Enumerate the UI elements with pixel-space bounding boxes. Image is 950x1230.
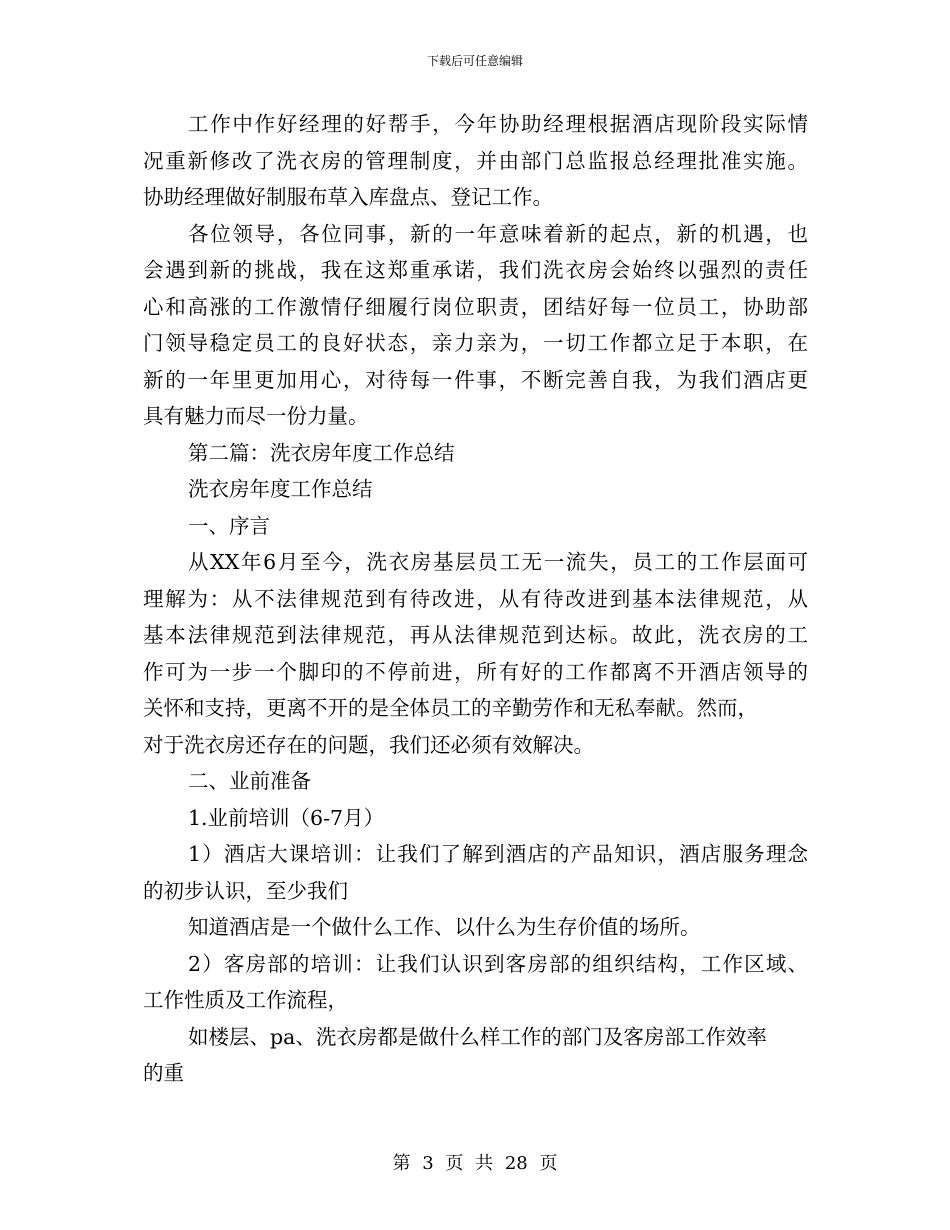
- text-line: 会遇到新的挑战，我在这郑重承诺，我们洗衣房会始终以强烈的责任: [143, 258, 808, 282]
- text-line: 工作中作好经理的好帮手，今年协助经理根据酒店现阶段实际情: [188, 112, 808, 136]
- document-body: [143, 106, 808, 1092]
- text-line: 关怀和支持，更离不开的是全体员工的辛勤劳作和无私奉献。然而，: [143, 696, 758, 720]
- text-line: 的初步认识，至少我们: [143, 878, 348, 903]
- subsection-heading: 1.业前培训（6-7月）: [188, 805, 385, 830]
- text-line: 理解为：从不法律规范到有待改进，从有待改进到基本法律规范，从: [143, 586, 808, 611]
- page-number-footer: 第 3 页 共 28 页: [392, 1153, 558, 1174]
- text-line: 具有魅力而尽一份力量。: [143, 404, 369, 428]
- text-line: 2）客房部的培训：让我们认识到客房部的组织结构，工作区域、: [188, 951, 808, 976]
- text-line: 如楼层、pa、洗衣房都是做什么样工作的部门及客房部工作效率: [188, 1024, 767, 1049]
- text-line: 从XX年6月至今，洗衣房基层员工无一流失，员工的工作层面可: [188, 550, 808, 574]
- page-header-note: 下载后可任意编辑: [426, 54, 523, 68]
- text-line: 况重新修改了洗衣房的管理制度，并由部门总监报总经理批准实施。: [143, 148, 808, 173]
- text-line: 基本法律规范到法律规范，再从法律规范到达标。故此，洗衣房的工: [143, 623, 808, 647]
- text-line: 知道酒店是一个做什么工作、以什么为生存价值的场所。: [188, 915, 701, 939]
- section-heading: 一、序言: [188, 513, 270, 538]
- text-line: 新的一年里更加用心，对待每一件事，不断完善自我，为我们酒店更: [143, 367, 808, 392]
- section-heading: 二、业前准备: [188, 769, 311, 793]
- section-heading: 第二篇：洗衣房年度工作总结: [188, 440, 455, 465]
- text-line: 协助经理做好制服布草入库盘点、登记工作。: [143, 185, 553, 209]
- text-line: 对于洗衣房还存在的问题，我们还必须有效解决。: [143, 732, 594, 757]
- text-line: 心和高涨的工作激情仔细履行岗位职责，团结好每一位员工，协助部: [143, 294, 808, 319]
- text-line: 工作性质及工作流程，: [143, 988, 348, 1012]
- document-title: 洗衣房年度工作总结: [188, 477, 373, 501]
- text-line: 门领导稳定员工的良好状态，亲力亲为，一切工作都立足于本职，在: [143, 331, 808, 355]
- text-line: 1）酒店大课培训：让我们了解到酒店的产品知识，酒店服务理念: [188, 842, 808, 866]
- text-line: 的重: [143, 1061, 184, 1085]
- text-line: 作可为一步一个脚印的不停前进，所有好的工作都离不开酒店领导的: [143, 659, 808, 684]
- text-line: 各位领导，各位同事，新的一年意味着新的起点，新的机遇，也: [188, 221, 808, 246]
